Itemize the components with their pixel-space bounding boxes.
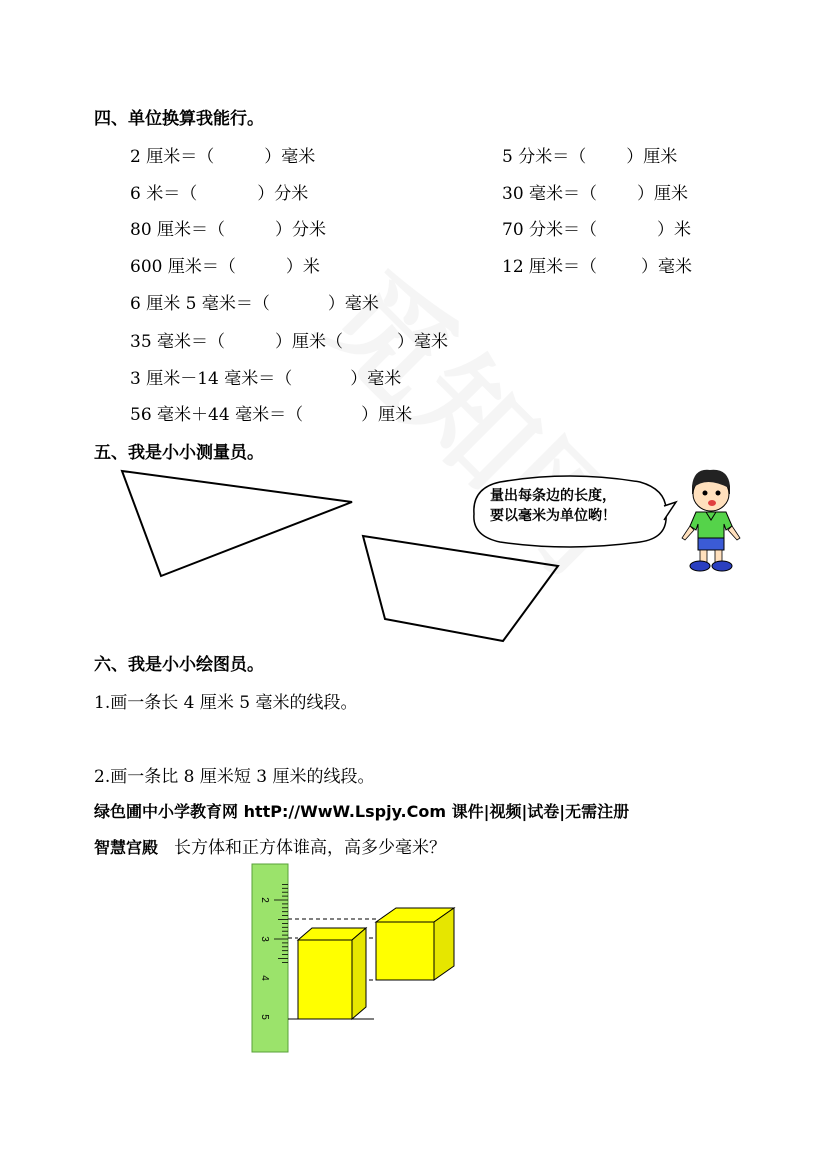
ruler-label: 5 xyxy=(259,1014,270,1020)
ruler-label: 3 xyxy=(259,936,270,942)
cuboid-box xyxy=(298,928,366,1019)
drawing-question-2: 2.画一条比 8 厘米短 3 厘米的线段。 xyxy=(94,767,375,787)
conversion-item: 80 厘米＝（ ）分米 xyxy=(130,220,327,240)
conversion-item: 12 厘米＝（ ）毫米 xyxy=(502,257,693,277)
footer-line: 绿色圃中小学教育网 httP://WwW.Lspjy.Com 课件|视频|试卷|无需注册 xyxy=(94,802,630,821)
challenge-line xyxy=(94,833,446,858)
conversion-item: 6 米＝（ ）分米 xyxy=(130,184,309,204)
section-5-heading: 五、我是小小测量员。 xyxy=(94,443,264,463)
conversion-item: 70 分米＝（ ）米 xyxy=(502,220,692,240)
cube-box xyxy=(376,908,454,980)
challenge-title: 智慧宫殿 xyxy=(94,838,159,857)
conversion-item: 2 厘米＝（ ）毫米 xyxy=(130,147,316,167)
section-4-heading: 四、单位换算我能行。 xyxy=(94,109,264,129)
ruler-and-boxes xyxy=(250,862,490,1062)
conversion-item: 30 毫米＝（ ）厘米 xyxy=(502,184,689,204)
boy-illustration xyxy=(676,468,746,578)
bubble-line-1: 量出每条边的长度， xyxy=(490,488,616,504)
conversion-item: 600 厘米＝（ ）米 xyxy=(130,257,320,277)
section-6-heading: 六、我是小小绘图员。 xyxy=(94,655,264,675)
ruler-label: 2 xyxy=(259,897,270,903)
challenge-question: 长方体和正方体谁高，高多少毫米？ xyxy=(174,838,447,858)
bubble-line-2: 要以毫米为单位哟！ xyxy=(490,508,616,524)
conversion-item: 3 厘米－14 毫米＝（ ）毫米 xyxy=(130,369,402,389)
conversion-item: 56 毫米＋44 毫米＝（ ）厘米 xyxy=(130,405,413,425)
triangle-shape xyxy=(122,471,352,576)
ruler-label: 4 xyxy=(259,975,270,981)
drawing-question-1: 1.画一条长 4 厘米 5 毫米的线段。 xyxy=(94,693,358,713)
conversion-item: 5 分米＝（ ）厘米 xyxy=(502,147,678,167)
conversion-item: 6 厘米 5 毫米＝（ ）毫米 xyxy=(130,294,379,314)
conversion-item: 35 毫米＝（ ）厘米（ ）毫米 xyxy=(130,332,449,352)
